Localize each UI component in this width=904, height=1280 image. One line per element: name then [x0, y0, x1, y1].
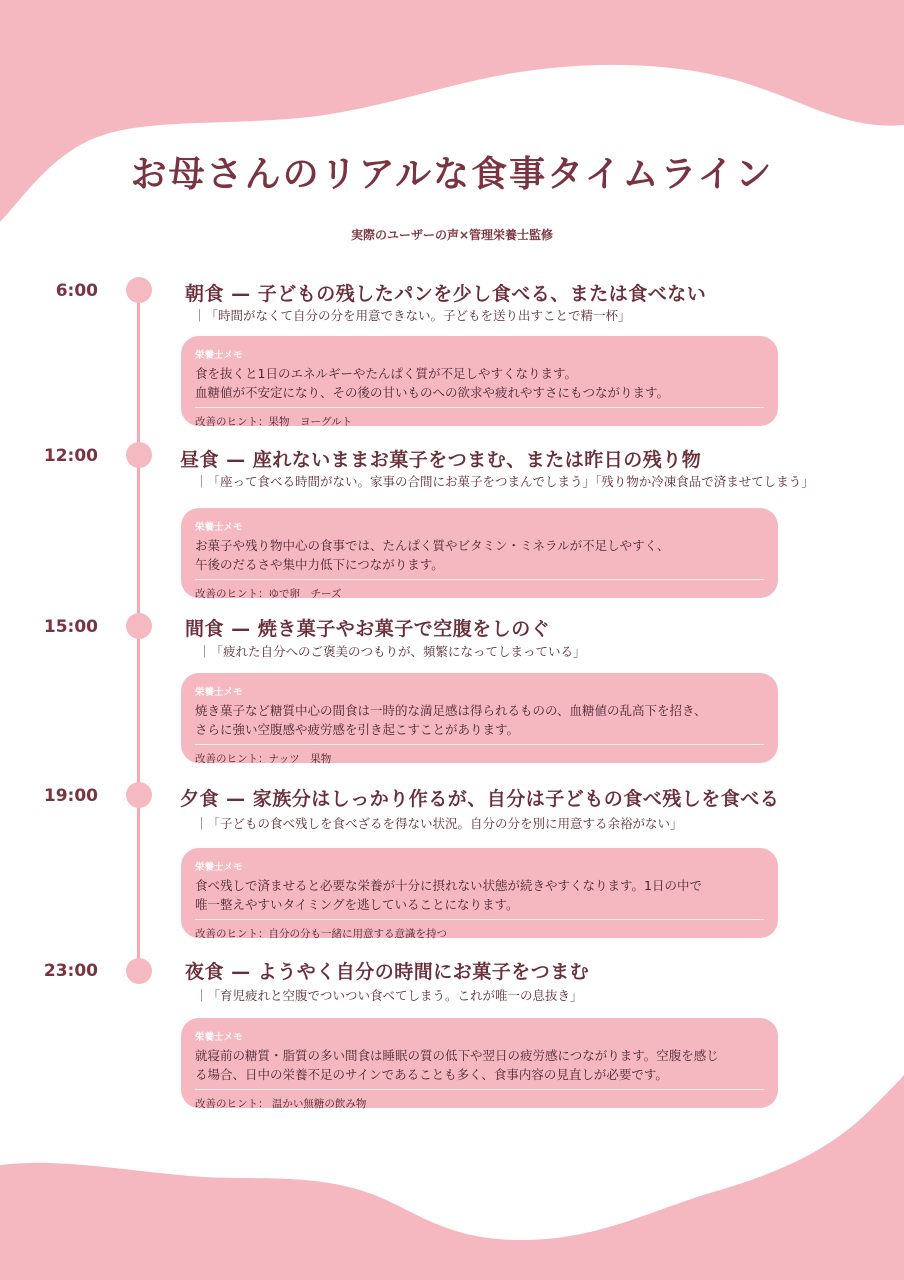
improvement-hint: 改善のヒント：果物 ヨーグルト: [195, 416, 353, 428]
improvement-hint: 改善のヒント： 温かい無糖の飲み物: [195, 1098, 367, 1110]
memo-line: 食を抜くと1日のエネルギーやたんぱく質が不足しやすくなります。: [195, 366, 577, 381]
memo-divider: [195, 744, 764, 745]
memo-label: 栄養士メモ: [195, 350, 243, 361]
memo-body: [195, 701, 764, 739]
user-quote: ｜「時間がなくて自分の分を用意できない。子どもを送り出すことで精一杯」: [193, 308, 631, 323]
memo-line: お菓子や残り物中心の食事では、たんぱく質やビタミン・ミネラルが不足しやすく、: [195, 538, 670, 553]
time-label: 12:00: [43, 446, 98, 466]
memo-body: [195, 876, 764, 914]
meal-title: 昼食 — 座れないままお菓子をつまむ、または昨日の残り物: [180, 449, 702, 471]
timeline-dot: [126, 782, 152, 808]
user-quote: ｜「疲れた自分へのご褒美のつもりが、頻繁になってしまっている」: [198, 644, 586, 659]
memo-line: る場合、日中の栄養不足のサインであることも多く、食事内容の見直しが必要です。: [195, 1067, 668, 1082]
memo-line: 唯一整えやすいタイミングを逃していることになります。: [195, 897, 519, 912]
memo-line: 血糖値が不安定になり、その後の甘いものへの欲求や疲れやすさにもつながります。: [195, 385, 670, 400]
memo-divider: [195, 407, 764, 408]
page-subtitle: 実際のユーザーの声×管理栄養士監修: [350, 228, 554, 242]
memo-divider: [195, 1089, 764, 1090]
nutritionist-memo-card: [181, 336, 778, 426]
memo-divider: [195, 579, 764, 580]
memo-label: 栄養士メモ: [195, 687, 243, 698]
user-quote: ｜「座って食べる時間がない。家事の合間にお菓子をつまんでしまう」「残り物か冷凍食品で済ませてしまう」: [195, 474, 814, 489]
meal-title: 夜食 — ようやく自分の時間にお菓子をつまむ: [185, 961, 590, 983]
memo-line: 就寝前の糖質・脂質の多い間食は睡眠の質の低下や翌日の疲労感につながります。空腹を感じ: [195, 1048, 719, 1063]
time-label: 6:00: [55, 281, 98, 301]
user-quote: ｜「育児疲れと空腹でついつい食べてしまう。これが唯一の息抜き」: [195, 988, 583, 1003]
memo-body: [195, 1046, 764, 1084]
improvement-hint: 改善のヒント：ゆで卵 チーズ: [195, 588, 342, 600]
memo-line: さらに強い空腹感や疲労感を引き起こすことがあります。: [195, 722, 520, 737]
time-label: 23:00: [43, 961, 98, 981]
nutritionist-memo-card: [181, 1018, 778, 1108]
memo-label: 栄養士メモ: [195, 522, 243, 533]
time-label: 19:00: [43, 786, 98, 806]
timeline-dot: [126, 958, 152, 984]
meal-title: 夕食 — 家族分はしっかり作るが、自分は子どもの食べ残しを食べる: [180, 788, 780, 810]
time-label: 15:00: [43, 617, 98, 637]
improvement-hint: 改善のヒント：自分の分も一緒に用意する意識を持つ: [195, 928, 447, 940]
nutritionist-memo-card: [181, 848, 778, 938]
nutritionist-memo-card: [181, 508, 778, 598]
meal-title: 朝食 — 子どもの残したパンを少し食べる、または食べない: [185, 283, 707, 305]
timeline-dot: [126, 613, 152, 639]
improvement-hint: 改善のヒント：ナッツ 果物: [195, 753, 332, 765]
memo-line: 午後のだるさや集中力低下につながります。: [195, 557, 444, 572]
user-quote: ｜「子どもの食べ残しを食べざるを得ない状況。自分の分を別に用意する余裕がない」: [195, 816, 683, 831]
memo-line: 食べ残しで済ませると必要な栄養が十分に摂れない状態が続きやすくなります。1日の中で: [195, 878, 702, 893]
meal-title: 間食 — 焼き菓子やお菓子で空腹をしのぐ: [185, 618, 551, 640]
memo-line: 焼き菓子など糖質中心の間食は一時的な満足感は得られるものの、血糖値の乱高下を招き、: [195, 703, 707, 718]
memo-body: [195, 364, 764, 402]
nutritionist-memo-card: [181, 673, 778, 763]
timeline-dot: [126, 277, 152, 303]
memo-body: [195, 536, 764, 574]
memo-label: 栄養士メモ: [195, 862, 243, 873]
memo-divider: [195, 919, 764, 920]
memo-label: 栄養士メモ: [195, 1032, 243, 1043]
timeline-dot: [126, 442, 152, 468]
page-title: お母さんのリアルな食事タイムライン: [130, 154, 774, 195]
